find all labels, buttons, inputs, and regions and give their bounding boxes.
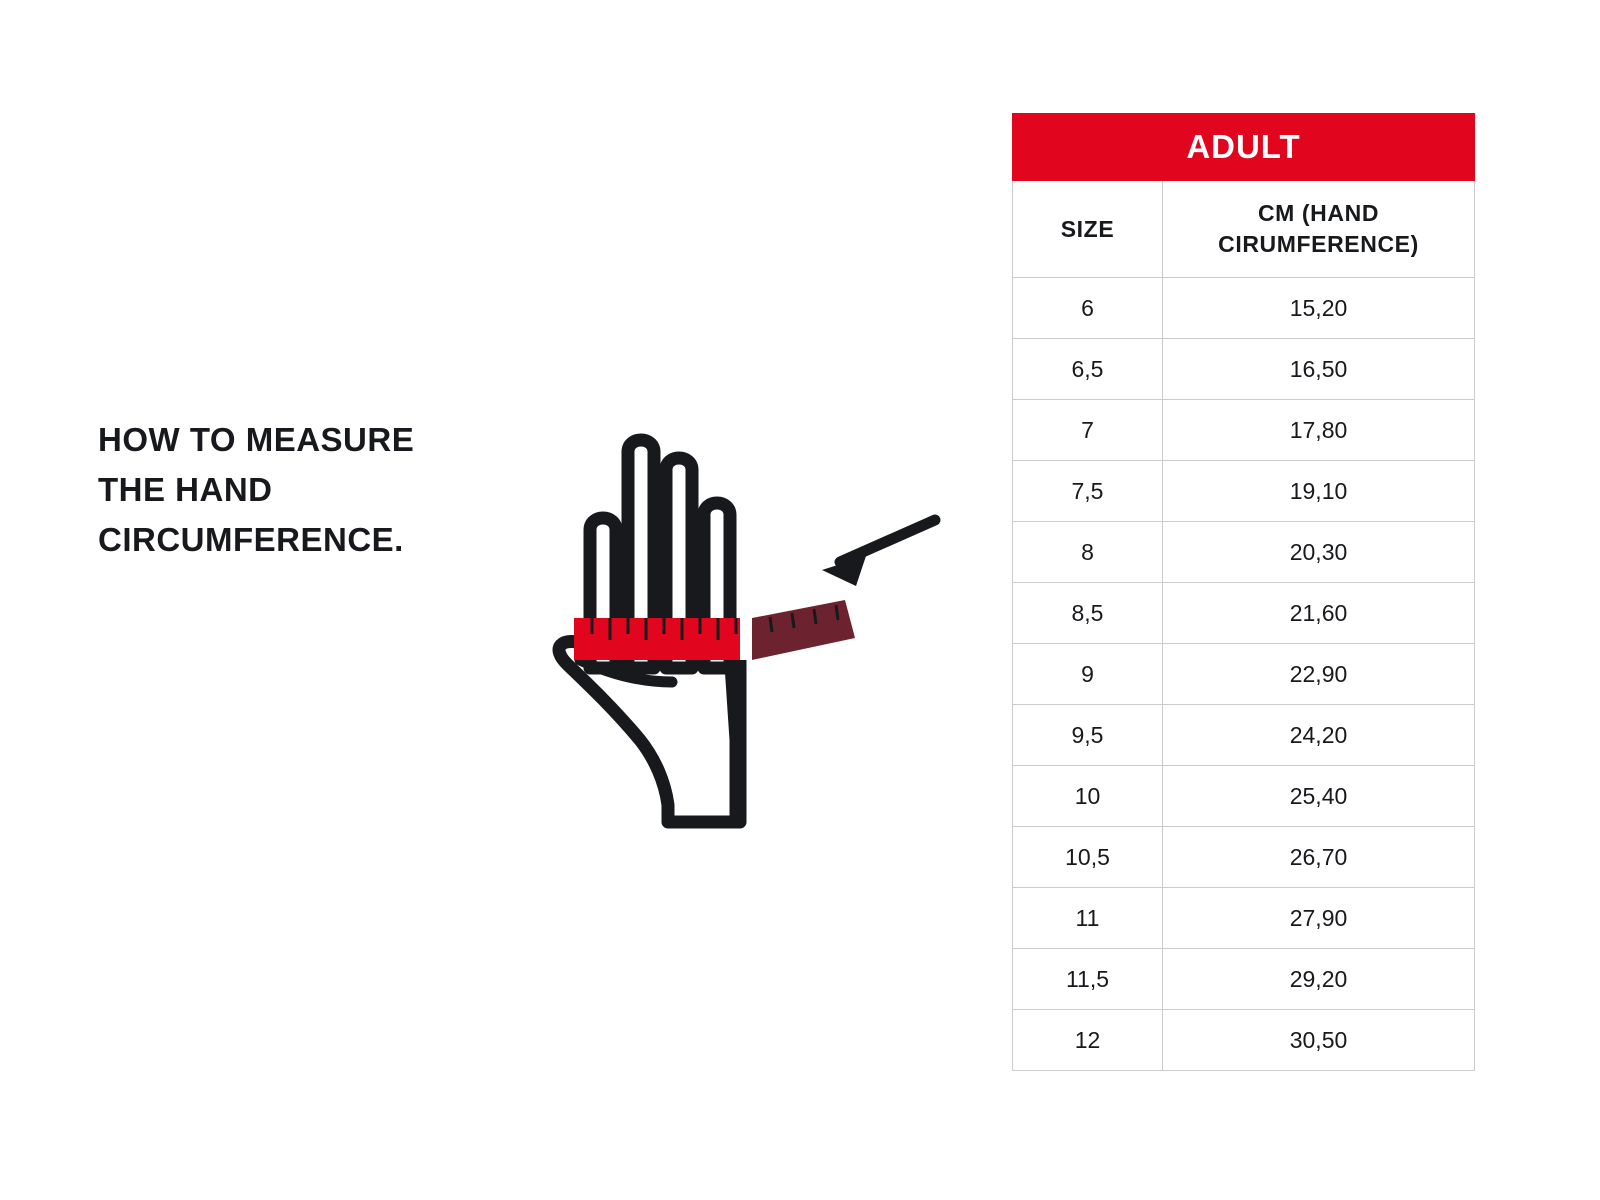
table-title: ADULT [1013, 114, 1475, 181]
table-title-row [1013, 114, 1475, 181]
hand-measurement-illustration [440, 410, 960, 860]
cell-cm: 20,30 [1163, 522, 1475, 583]
arrow-pointing-left-icon [822, 520, 935, 586]
table-row [1013, 827, 1475, 888]
cell-size: 7 [1013, 400, 1163, 461]
table-row [1013, 705, 1475, 766]
cell-size: 9 [1013, 644, 1163, 705]
table-row [1013, 644, 1475, 705]
cell-cm: 22,90 [1163, 644, 1475, 705]
cell-cm: 21,60 [1163, 583, 1475, 644]
table-row [1013, 278, 1475, 339]
cell-size: 11 [1013, 888, 1163, 949]
cell-size: 8 [1013, 522, 1163, 583]
cell-size: 6 [1013, 278, 1163, 339]
table-row [1013, 400, 1475, 461]
cell-size: 11,5 [1013, 949, 1163, 1010]
adult-size-table [1012, 113, 1475, 1071]
cell-cm: 24,20 [1163, 705, 1475, 766]
table-row [1013, 461, 1475, 522]
cell-cm: 30,50 [1163, 1010, 1475, 1071]
table-row [1013, 766, 1475, 827]
cell-cm: 19,10 [1163, 461, 1475, 522]
cell-size: 8,5 [1013, 583, 1163, 644]
cell-size: 10,5 [1013, 827, 1163, 888]
cell-cm: 27,90 [1163, 888, 1475, 949]
table-row [1013, 522, 1475, 583]
cell-size: 9,5 [1013, 705, 1163, 766]
instruction-line-3: CIRCUMFERENCE. [98, 521, 404, 558]
table-row [1013, 583, 1475, 644]
table-row [1013, 339, 1475, 400]
column-header-cm: CM (HAND CIRUMFERENCE) [1163, 181, 1475, 278]
instruction-line-2: THE HAND [98, 471, 273, 508]
cell-size: 10 [1013, 766, 1163, 827]
cell-cm: 26,70 [1163, 827, 1475, 888]
cell-cm: 16,50 [1163, 339, 1475, 400]
column-header-size: SIZE [1013, 181, 1163, 278]
instruction-line-1: HOW TO MEASURE [98, 421, 415, 458]
cell-cm: 29,20 [1163, 949, 1475, 1010]
table-row [1013, 1010, 1475, 1071]
table-header-row [1013, 181, 1475, 278]
table-row [1013, 949, 1475, 1010]
cell-size: 12 [1013, 1010, 1163, 1071]
table-body [1013, 278, 1475, 1071]
cell-cm: 15,20 [1163, 278, 1475, 339]
cell-size: 6,5 [1013, 339, 1163, 400]
cell-cm: 25,40 [1163, 766, 1475, 827]
table-row [1013, 888, 1475, 949]
cell-size: 7,5 [1013, 461, 1163, 522]
cell-cm: 17,80 [1163, 400, 1475, 461]
